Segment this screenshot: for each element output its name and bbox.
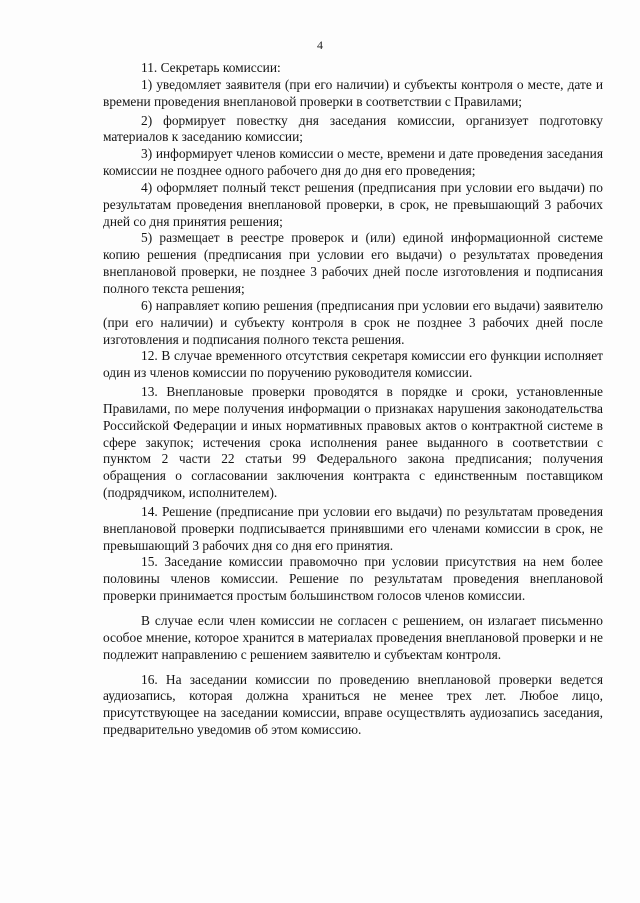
paragraph-11-item-1: 1) уведомляет заявителя (при его наличии) и субъекты контроля о месте, дате и времени проведения внеплановой проверки в соответствии с Правилами; — [103, 76, 603, 109]
paragraph-11-item-4: 4) оформляет полный текст решения (предписания при условии его выдачи) по результатам проведения внеплановой проверки, в срок, не превышающий 3 рабочих дней со дня принятия решения; — [103, 179, 603, 229]
paragraph-11-item-6: 6) направляет копию решения (предписания при условии его выдачи) заявителю (при его наличии) и субъекту контроля в срок не позднее 3 рабочих дней после изготовления и подписания полного текста решения. — [103, 297, 603, 347]
paragraph-15: 15. Заседание комиссии правомочно при условии присутствия на нем более половины членов комиссии. Решение по результатам проведения внеплановой проверки принимается простым большинством голосов членов комиссии. — [103, 554, 603, 604]
page-number: 4 — [317, 38, 323, 52]
paragraph-12: 12. В случае временного отсутствия секретаря комиссии его функции исполняет один из членов комиссии по поручению руководителя комиссии. — [103, 348, 603, 381]
paragraph-14: 14. Решение (предписание при условии его выдачи) по результатам проведения внеплановой проверки подписывается принявшими его членами комиссии в срок, не превышающий 3 рабочих дня со дня его принятия. — [103, 503, 603, 553]
paragraph-11-item-5: 5) размещает в реестре проверок и (или) единой информационной системе копию решения (предписания при условии его выдачи) о результатах проведения внеплановой проверки, не позднее 3 рабочих дней после изготовления и подписания полного текста решения; — [103, 230, 603, 296]
paragraph-16: 16. На заседании комиссии по проведению внеплановой проверки ведется аудиозапись, которая должна храниться не менее трех лет. Любое лицо, присутствующее на заседании комиссии, вправе осуществлять аудиозапись заседания, предварительно уведомив об этом комиссию. — [103, 671, 603, 738]
paragraph-13: 13. Внеплановые проверки проводятся в порядке и сроки, установленные Правилами, по мере получения информации о признаках нарушения законодательства Российской Федерации и иных нормативных правовых актов о контрактной системе в сфере закупок; истечения срока исполнения ранее выданного в соответствии с пунктом 2 части 22 статьи 99 Федерального закона предписания; получения обращения о согласовании заключения контракта с единственным поставщиком (подрядчиком, исполнителем). — [103, 384, 603, 501]
paragraph-11-item-2: 2) формирует повестку дня заседания комиссии, организует подготовку материалов к заседанию комиссии; — [103, 112, 603, 145]
paragraph-11-item-3: 3) информирует членов комиссии о месте, времени и дате проведения заседания комиссии не позднее одного рабочего дня до дня его проведения; — [103, 146, 603, 179]
document-body — [103, 60, 603, 739]
paragraph-15-dissent: В случае если член комиссии не согласен с решением, он излагает письменно особое мнение, которое хранится в материалах проведения внеплановой проверки и не подлежит направлению с решением заявителю и субъектам контроля. — [103, 613, 603, 662]
paragraph-11-heading: 11. Секретарь комиссии: — [141, 60, 281, 75]
